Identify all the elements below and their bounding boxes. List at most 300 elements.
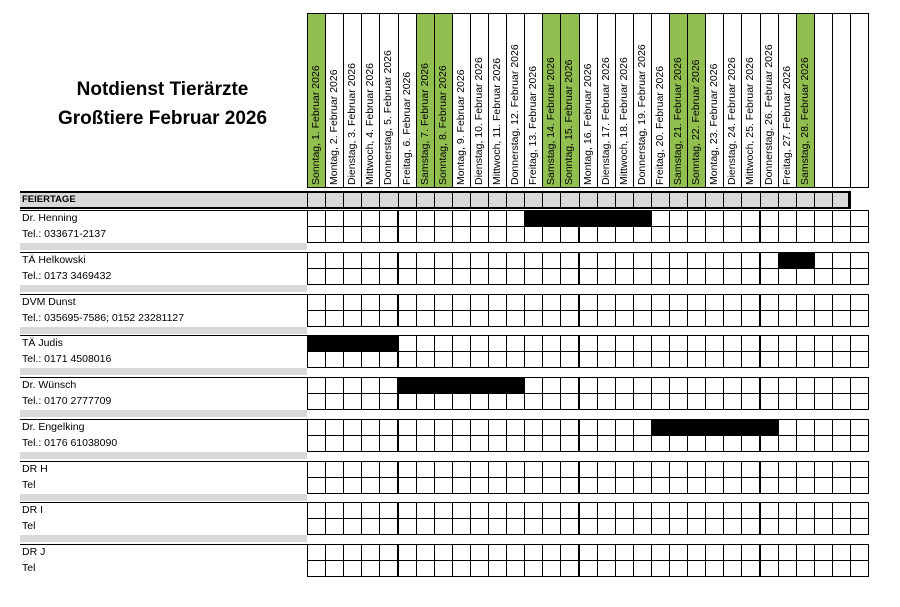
schedule-cell[interactable] <box>325 544 344 561</box>
schedule-cell[interactable] <box>850 310 869 327</box>
schedule-cell[interactable] <box>416 518 435 535</box>
schedule-cell[interactable] <box>325 351 344 368</box>
schedule-cell[interactable] <box>325 294 344 311</box>
schedule-cell[interactable] <box>597 419 616 436</box>
schedule-cell[interactable] <box>560 419 579 436</box>
schedule-cell[interactable] <box>741 560 760 577</box>
schedule-cell[interactable] <box>760 294 779 311</box>
schedule-cell[interactable] <box>416 560 435 577</box>
schedule-cell[interactable] <box>506 268 525 285</box>
schedule-cell[interactable] <box>850 477 869 494</box>
schedule-cell[interactable] <box>760 377 779 394</box>
schedule-cell[interactable] <box>597 544 616 561</box>
schedule-cell[interactable] <box>615 310 634 327</box>
duty-cell[interactable] <box>488 377 507 394</box>
schedule-cell[interactable] <box>361 560 380 577</box>
schedule-cell[interactable] <box>633 477 652 494</box>
schedule-cell[interactable] <box>524 393 543 410</box>
schedule-cell[interactable] <box>325 518 344 535</box>
schedule-cell[interactable] <box>705 210 724 227</box>
schedule-cell[interactable] <box>796 461 815 478</box>
schedule-cell[interactable] <box>579 461 598 478</box>
schedule-cell[interactable] <box>832 252 851 269</box>
schedule-cell[interactable] <box>452 393 471 410</box>
schedule-cell[interactable] <box>361 210 380 227</box>
duty-cell[interactable] <box>470 377 489 394</box>
schedule-cell[interactable] <box>615 377 634 394</box>
schedule-cell[interactable] <box>542 518 561 535</box>
schedule-cell[interactable] <box>542 477 561 494</box>
schedule-cell[interactable] <box>778 377 797 394</box>
schedule-cell[interactable] <box>361 435 380 452</box>
schedule-cell[interactable] <box>705 477 724 494</box>
schedule-cell[interactable] <box>379 502 398 519</box>
duty-cell[interactable] <box>325 335 344 352</box>
schedule-cell[interactable] <box>814 335 833 352</box>
schedule-cell[interactable] <box>579 310 598 327</box>
schedule-cell[interactable] <box>542 294 561 311</box>
schedule-cell[interactable] <box>705 502 724 519</box>
schedule-cell[interactable] <box>669 210 688 227</box>
schedule-cell[interactable] <box>850 518 869 535</box>
schedule-cell[interactable] <box>379 377 398 394</box>
schedule-cell[interactable] <box>398 393 417 410</box>
schedule-cell[interactable] <box>832 377 851 394</box>
schedule-cell[interactable] <box>741 351 760 368</box>
schedule-cell[interactable] <box>325 377 344 394</box>
schedule-cell[interactable] <box>343 226 362 243</box>
schedule-cell[interactable] <box>651 226 670 243</box>
schedule-cell[interactable] <box>760 335 779 352</box>
schedule-cell[interactable] <box>542 335 561 352</box>
schedule-cell[interactable] <box>741 252 760 269</box>
schedule-cell[interactable] <box>379 419 398 436</box>
schedule-cell[interactable] <box>796 518 815 535</box>
schedule-cell[interactable] <box>705 310 724 327</box>
schedule-cell[interactable] <box>796 294 815 311</box>
schedule-cell[interactable] <box>560 461 579 478</box>
schedule-cell[interactable] <box>506 226 525 243</box>
schedule-cell[interactable] <box>470 393 489 410</box>
schedule-cell[interactable] <box>434 435 453 452</box>
schedule-cell[interactable] <box>850 335 869 352</box>
schedule-cell[interactable] <box>597 377 616 394</box>
duty-cell[interactable] <box>597 210 616 227</box>
schedule-cell[interactable] <box>488 419 507 436</box>
schedule-cell[interactable] <box>796 310 815 327</box>
schedule-cell[interactable] <box>597 268 616 285</box>
schedule-cell[interactable] <box>524 502 543 519</box>
schedule-cell[interactable] <box>506 435 525 452</box>
schedule-cell[interactable] <box>615 560 634 577</box>
holiday-cell[interactable] <box>416 191 435 209</box>
schedule-cell[interactable] <box>452 502 471 519</box>
schedule-cell[interactable] <box>398 419 417 436</box>
schedule-cell[interactable] <box>850 419 869 436</box>
schedule-cell[interactable] <box>778 351 797 368</box>
schedule-cell[interactable] <box>361 393 380 410</box>
schedule-cell[interactable] <box>379 226 398 243</box>
schedule-cell[interactable] <box>741 461 760 478</box>
schedule-cell[interactable] <box>633 294 652 311</box>
schedule-cell[interactable] <box>850 294 869 311</box>
schedule-cell[interactable] <box>560 252 579 269</box>
schedule-cell[interactable] <box>579 377 598 394</box>
schedule-cell[interactable] <box>814 294 833 311</box>
schedule-cell[interactable] <box>434 310 453 327</box>
schedule-cell[interactable] <box>832 210 851 227</box>
schedule-cell[interactable] <box>814 210 833 227</box>
schedule-cell[interactable] <box>832 294 851 311</box>
schedule-cell[interactable] <box>488 560 507 577</box>
schedule-cell[interactable] <box>325 477 344 494</box>
schedule-cell[interactable] <box>687 351 706 368</box>
schedule-cell[interactable] <box>307 226 326 243</box>
schedule-cell[interactable] <box>850 461 869 478</box>
schedule-cell[interactable] <box>741 268 760 285</box>
schedule-cell[interactable] <box>361 477 380 494</box>
schedule-cell[interactable] <box>560 435 579 452</box>
schedule-cell[interactable] <box>741 544 760 561</box>
holiday-cell[interactable] <box>470 191 489 209</box>
schedule-cell[interactable] <box>778 310 797 327</box>
schedule-cell[interactable] <box>597 560 616 577</box>
schedule-cell[interactable] <box>633 252 652 269</box>
schedule-cell[interactable] <box>597 461 616 478</box>
schedule-cell[interactable] <box>687 210 706 227</box>
schedule-cell[interactable] <box>524 435 543 452</box>
schedule-cell[interactable] <box>723 252 742 269</box>
schedule-cell[interactable] <box>760 226 779 243</box>
schedule-cell[interactable] <box>379 268 398 285</box>
schedule-cell[interactable] <box>760 351 779 368</box>
schedule-cell[interactable] <box>579 518 598 535</box>
holiday-cell[interactable] <box>325 191 344 209</box>
schedule-cell[interactable] <box>488 252 507 269</box>
schedule-cell[interactable] <box>361 461 380 478</box>
schedule-cell[interactable] <box>361 544 380 561</box>
schedule-cell[interactable] <box>506 544 525 561</box>
schedule-cell[interactable] <box>488 310 507 327</box>
schedule-cell[interactable] <box>452 419 471 436</box>
schedule-cell[interactable] <box>687 252 706 269</box>
schedule-cell[interactable] <box>506 477 525 494</box>
schedule-cell[interactable] <box>669 252 688 269</box>
schedule-cell[interactable] <box>434 335 453 352</box>
schedule-cell[interactable] <box>850 226 869 243</box>
holiday-cell[interactable] <box>633 191 652 209</box>
schedule-cell[interactable] <box>488 393 507 410</box>
schedule-cell[interactable] <box>470 477 489 494</box>
schedule-cell[interactable] <box>542 252 561 269</box>
schedule-cell[interactable] <box>343 560 362 577</box>
schedule-cell[interactable] <box>434 268 453 285</box>
schedule-cell[interactable] <box>597 310 616 327</box>
duty-cell[interactable] <box>506 377 525 394</box>
schedule-cell[interactable] <box>470 544 489 561</box>
schedule-cell[interactable] <box>343 393 362 410</box>
schedule-cell[interactable] <box>560 502 579 519</box>
schedule-cell[interactable] <box>488 518 507 535</box>
schedule-cell[interactable] <box>796 351 815 368</box>
schedule-cell[interactable] <box>832 351 851 368</box>
schedule-cell[interactable] <box>597 335 616 352</box>
schedule-cell[interactable] <box>416 226 435 243</box>
schedule-cell[interactable] <box>669 461 688 478</box>
schedule-cell[interactable] <box>850 393 869 410</box>
schedule-cell[interactable] <box>615 226 634 243</box>
schedule-cell[interactable] <box>398 502 417 519</box>
schedule-cell[interactable] <box>615 268 634 285</box>
schedule-cell[interactable] <box>379 435 398 452</box>
schedule-cell[interactable] <box>687 335 706 352</box>
schedule-cell[interactable] <box>488 226 507 243</box>
duty-cell[interactable] <box>705 419 724 436</box>
schedule-cell[interactable] <box>760 544 779 561</box>
schedule-cell[interactable] <box>633 502 652 519</box>
schedule-cell[interactable] <box>506 502 525 519</box>
schedule-cell[interactable] <box>416 252 435 269</box>
schedule-cell[interactable] <box>343 310 362 327</box>
schedule-cell[interactable] <box>452 518 471 535</box>
schedule-cell[interactable] <box>398 477 417 494</box>
schedule-cell[interactable] <box>434 477 453 494</box>
schedule-cell[interactable] <box>506 335 525 352</box>
schedule-cell[interactable] <box>434 393 453 410</box>
schedule-cell[interactable] <box>524 294 543 311</box>
schedule-cell[interactable] <box>307 252 326 269</box>
schedule-cell[interactable] <box>796 335 815 352</box>
duty-cell[interactable] <box>560 210 579 227</box>
schedule-cell[interactable] <box>778 419 797 436</box>
schedule-cell[interactable] <box>615 461 634 478</box>
duty-cell[interactable] <box>615 210 634 227</box>
schedule-cell[interactable] <box>470 226 489 243</box>
schedule-cell[interactable] <box>778 435 797 452</box>
schedule-cell[interactable] <box>307 294 326 311</box>
schedule-cell[interactable] <box>560 560 579 577</box>
schedule-cell[interactable] <box>579 560 598 577</box>
schedule-cell[interactable] <box>723 560 742 577</box>
schedule-cell[interactable] <box>452 226 471 243</box>
schedule-cell[interactable] <box>452 210 471 227</box>
schedule-cell[interactable] <box>579 226 598 243</box>
holiday-cell[interactable] <box>723 191 742 209</box>
schedule-cell[interactable] <box>705 461 724 478</box>
schedule-cell[interactable] <box>597 477 616 494</box>
schedule-cell[interactable] <box>398 210 417 227</box>
schedule-cell[interactable] <box>434 560 453 577</box>
schedule-cell[interactable] <box>579 477 598 494</box>
schedule-cell[interactable] <box>705 544 724 561</box>
schedule-cell[interactable] <box>343 477 362 494</box>
schedule-cell[interactable] <box>778 294 797 311</box>
schedule-cell[interactable] <box>416 477 435 494</box>
schedule-cell[interactable] <box>470 502 489 519</box>
schedule-cell[interactable] <box>705 435 724 452</box>
duty-cell[interactable] <box>723 419 742 436</box>
duty-cell[interactable] <box>434 377 453 394</box>
schedule-cell[interactable] <box>597 502 616 519</box>
schedule-cell[interactable] <box>778 544 797 561</box>
schedule-cell[interactable] <box>687 393 706 410</box>
schedule-cell[interactable] <box>307 377 326 394</box>
holiday-cell[interactable] <box>705 191 724 209</box>
schedule-cell[interactable] <box>398 544 417 561</box>
schedule-cell[interactable] <box>379 351 398 368</box>
schedule-cell[interactable] <box>741 502 760 519</box>
schedule-cell[interactable] <box>669 502 688 519</box>
schedule-cell[interactable] <box>452 544 471 561</box>
schedule-cell[interactable] <box>452 477 471 494</box>
schedule-cell[interactable] <box>343 435 362 452</box>
schedule-cell[interactable] <box>832 461 851 478</box>
schedule-cell[interactable] <box>651 268 670 285</box>
schedule-cell[interactable] <box>832 226 851 243</box>
schedule-cell[interactable] <box>398 461 417 478</box>
duty-cell[interactable] <box>379 335 398 352</box>
schedule-cell[interactable] <box>633 268 652 285</box>
schedule-cell[interactable] <box>615 502 634 519</box>
schedule-cell[interactable] <box>343 518 362 535</box>
schedule-cell[interactable] <box>741 310 760 327</box>
schedule-cell[interactable] <box>760 518 779 535</box>
schedule-cell[interactable] <box>524 335 543 352</box>
schedule-cell[interactable] <box>560 294 579 311</box>
schedule-cell[interactable] <box>850 435 869 452</box>
schedule-cell[interactable] <box>850 544 869 561</box>
schedule-cell[interactable] <box>651 377 670 394</box>
schedule-cell[interactable] <box>832 310 851 327</box>
schedule-cell[interactable] <box>832 268 851 285</box>
holiday-cell[interactable] <box>307 191 326 209</box>
duty-cell[interactable] <box>778 252 797 269</box>
schedule-cell[interactable] <box>633 226 652 243</box>
schedule-cell[interactable] <box>361 419 380 436</box>
schedule-cell[interactable] <box>778 502 797 519</box>
schedule-cell[interactable] <box>560 268 579 285</box>
schedule-cell[interactable] <box>542 351 561 368</box>
schedule-cell[interactable] <box>832 435 851 452</box>
schedule-cell[interactable] <box>760 210 779 227</box>
schedule-cell[interactable] <box>542 226 561 243</box>
schedule-cell[interactable] <box>669 377 688 394</box>
schedule-cell[interactable] <box>832 544 851 561</box>
schedule-cell[interactable] <box>398 310 417 327</box>
schedule-cell[interactable] <box>579 419 598 436</box>
holiday-cell[interactable] <box>651 191 670 209</box>
schedule-cell[interactable] <box>615 335 634 352</box>
holiday-cell[interactable] <box>542 191 561 209</box>
schedule-cell[interactable] <box>379 310 398 327</box>
schedule-cell[interactable] <box>542 461 561 478</box>
schedule-cell[interactable] <box>343 544 362 561</box>
schedule-cell[interactable] <box>814 252 833 269</box>
duty-cell[interactable] <box>307 335 326 352</box>
schedule-cell[interactable] <box>796 502 815 519</box>
duty-cell[interactable] <box>651 419 670 436</box>
schedule-cell[interactable] <box>597 435 616 452</box>
schedule-cell[interactable] <box>542 435 561 452</box>
schedule-cell[interactable] <box>796 393 815 410</box>
schedule-cell[interactable] <box>488 351 507 368</box>
schedule-cell[interactable] <box>741 210 760 227</box>
schedule-cell[interactable] <box>307 393 326 410</box>
schedule-cell[interactable] <box>741 435 760 452</box>
schedule-cell[interactable] <box>325 226 344 243</box>
holiday-cell[interactable] <box>579 191 598 209</box>
schedule-cell[interactable] <box>452 351 471 368</box>
schedule-cell[interactable] <box>488 210 507 227</box>
schedule-cell[interactable] <box>361 518 380 535</box>
holiday-cell[interactable] <box>379 191 398 209</box>
schedule-cell[interactable] <box>633 335 652 352</box>
schedule-cell[interactable] <box>343 419 362 436</box>
schedule-cell[interactable] <box>615 294 634 311</box>
holiday-cell[interactable] <box>669 191 688 209</box>
holiday-cell[interactable] <box>597 191 616 209</box>
schedule-cell[interactable] <box>307 560 326 577</box>
schedule-cell[interactable] <box>506 518 525 535</box>
schedule-cell[interactable] <box>452 461 471 478</box>
schedule-cell[interactable] <box>307 435 326 452</box>
schedule-cell[interactable] <box>850 560 869 577</box>
duty-cell[interactable] <box>579 210 598 227</box>
schedule-cell[interactable] <box>741 335 760 352</box>
schedule-cell[interactable] <box>488 544 507 561</box>
schedule-cell[interactable] <box>832 335 851 352</box>
schedule-cell[interactable] <box>325 252 344 269</box>
schedule-cell[interactable] <box>379 393 398 410</box>
schedule-cell[interactable] <box>579 544 598 561</box>
schedule-cell[interactable] <box>416 419 435 436</box>
schedule-cell[interactable] <box>723 226 742 243</box>
schedule-cell[interactable] <box>524 477 543 494</box>
schedule-cell[interactable] <box>524 226 543 243</box>
schedule-cell[interactable] <box>651 560 670 577</box>
duty-cell[interactable] <box>687 419 706 436</box>
schedule-cell[interactable] <box>560 226 579 243</box>
schedule-cell[interactable] <box>361 294 380 311</box>
schedule-cell[interactable] <box>579 335 598 352</box>
schedule-cell[interactable] <box>470 518 489 535</box>
schedule-cell[interactable] <box>651 518 670 535</box>
schedule-cell[interactable] <box>814 393 833 410</box>
schedule-cell[interactable] <box>470 210 489 227</box>
schedule-cell[interactable] <box>705 294 724 311</box>
schedule-cell[interactable] <box>307 210 326 227</box>
schedule-cell[interactable] <box>325 393 344 410</box>
schedule-cell[interactable] <box>307 419 326 436</box>
schedule-cell[interactable] <box>470 335 489 352</box>
schedule-cell[interactable] <box>796 435 815 452</box>
schedule-cell[interactable] <box>398 351 417 368</box>
schedule-cell[interactable] <box>796 268 815 285</box>
schedule-cell[interactable] <box>434 502 453 519</box>
schedule-cell[interactable] <box>542 268 561 285</box>
schedule-cell[interactable] <box>524 377 543 394</box>
schedule-cell[interactable] <box>506 252 525 269</box>
schedule-cell[interactable] <box>434 518 453 535</box>
schedule-cell[interactable] <box>416 294 435 311</box>
schedule-cell[interactable] <box>796 477 815 494</box>
duty-cell[interactable] <box>452 377 471 394</box>
schedule-cell[interactable] <box>470 294 489 311</box>
schedule-cell[interactable] <box>506 294 525 311</box>
schedule-cell[interactable] <box>470 435 489 452</box>
schedule-cell[interactable] <box>361 377 380 394</box>
schedule-cell[interactable] <box>361 268 380 285</box>
